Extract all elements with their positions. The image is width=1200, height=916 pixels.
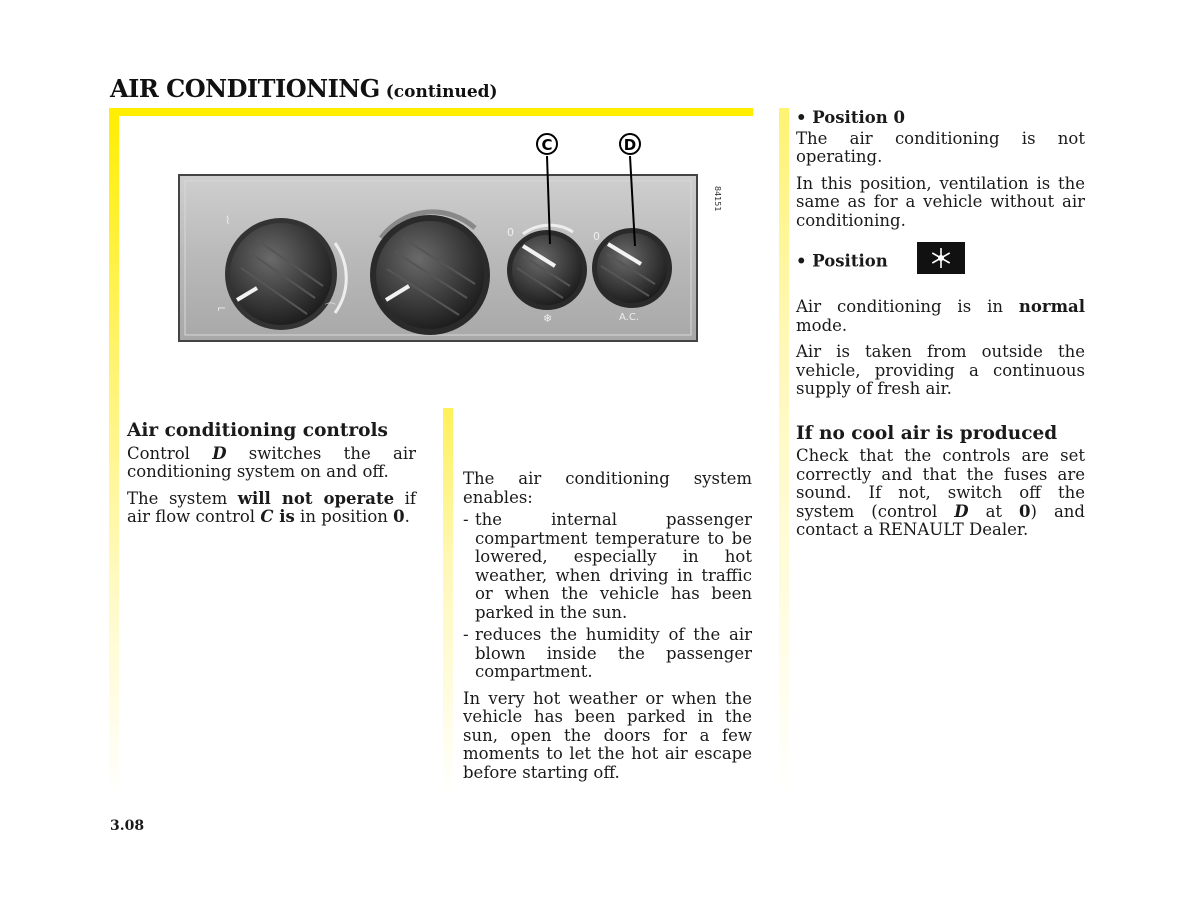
title-main: AIR CONDITIONING [110, 74, 380, 103]
position-0-heading: • Position 0 [796, 108, 905, 127]
paragraph-ventilation: In this position, ventilation is the same as for a vehicle without air conditioning. [796, 173, 1085, 230]
paragraph-enables: The air conditioning system enables: [463, 469, 752, 507]
position-snow-heading: • Position [796, 246, 1085, 278]
page-title [110, 74, 498, 103]
face-vent-icon: ⌇ [225, 214, 231, 227]
paragraph-not-operating: The air conditioning is not operating. [796, 128, 1085, 166]
right-column [796, 109, 1085, 548]
callout-d-label: D [623, 136, 637, 154]
snowflake-small-icon: ❄ [543, 312, 553, 325]
paragraph-hot-weather: In very hot weather or when the vehicle has been parked in the sun, open the doors for a few moments to let the hot air escape before starting off. [463, 688, 752, 782]
paragraph-control-d: Control D switches the air conditioning system on and off. [127, 443, 416, 481]
knob-c-mark-0: 0 [507, 226, 514, 239]
left-column [127, 422, 416, 535]
control-panel-illustration [175, 128, 735, 348]
paragraph-system-operate: The system will not operate if air flow control C is in position 0. [127, 488, 416, 526]
middle-column [463, 470, 752, 790]
paragraph-check-controls: Check that the controls are set correctly and that the fuses are sound. If not, switch off the system (control D at 0) and contact a RENAULT Dealer. [796, 446, 1085, 539]
feet-vent-icon: ⌐ [217, 302, 227, 315]
knob-d-mark-0: 0 [593, 230, 600, 243]
ac-knob-d [592, 228, 672, 308]
callout-c-label: C [541, 136, 553, 154]
yellow-rule-left [109, 108, 119, 798]
knob-d-label-ac: A.C. [619, 312, 640, 323]
figure-code: 84151 [713, 186, 722, 212]
page-number: 3.08 [110, 818, 145, 834]
yellow-rule-right [779, 108, 789, 800]
snowflake-icon [917, 242, 965, 274]
yellow-rule-top [109, 108, 753, 116]
section-heading-controls: Air conditioning controls [127, 420, 388, 441]
list-item: - reduces the humidity of the air blown inside the passenger compartment. [463, 625, 752, 681]
yellow-rule-middle [443, 408, 453, 800]
list-item: - the internal passenger compartment temperature to be lowered, especially in hot weather, when driving in traffic or when the vehicle has been parked in the sun. [463, 510, 752, 622]
section-heading-no-cool-air: If no cool air is produced [796, 422, 1058, 444]
defrost-icon: ⌒ [325, 302, 336, 315]
paragraph-fresh-air: Air is taken from outside the vehicle, providing a continuous supply of fresh air. [796, 342, 1085, 398]
title-continued: (continued) [385, 82, 498, 102]
paragraph-normal-mode: Air conditioning is in normal mode. [796, 297, 1085, 335]
